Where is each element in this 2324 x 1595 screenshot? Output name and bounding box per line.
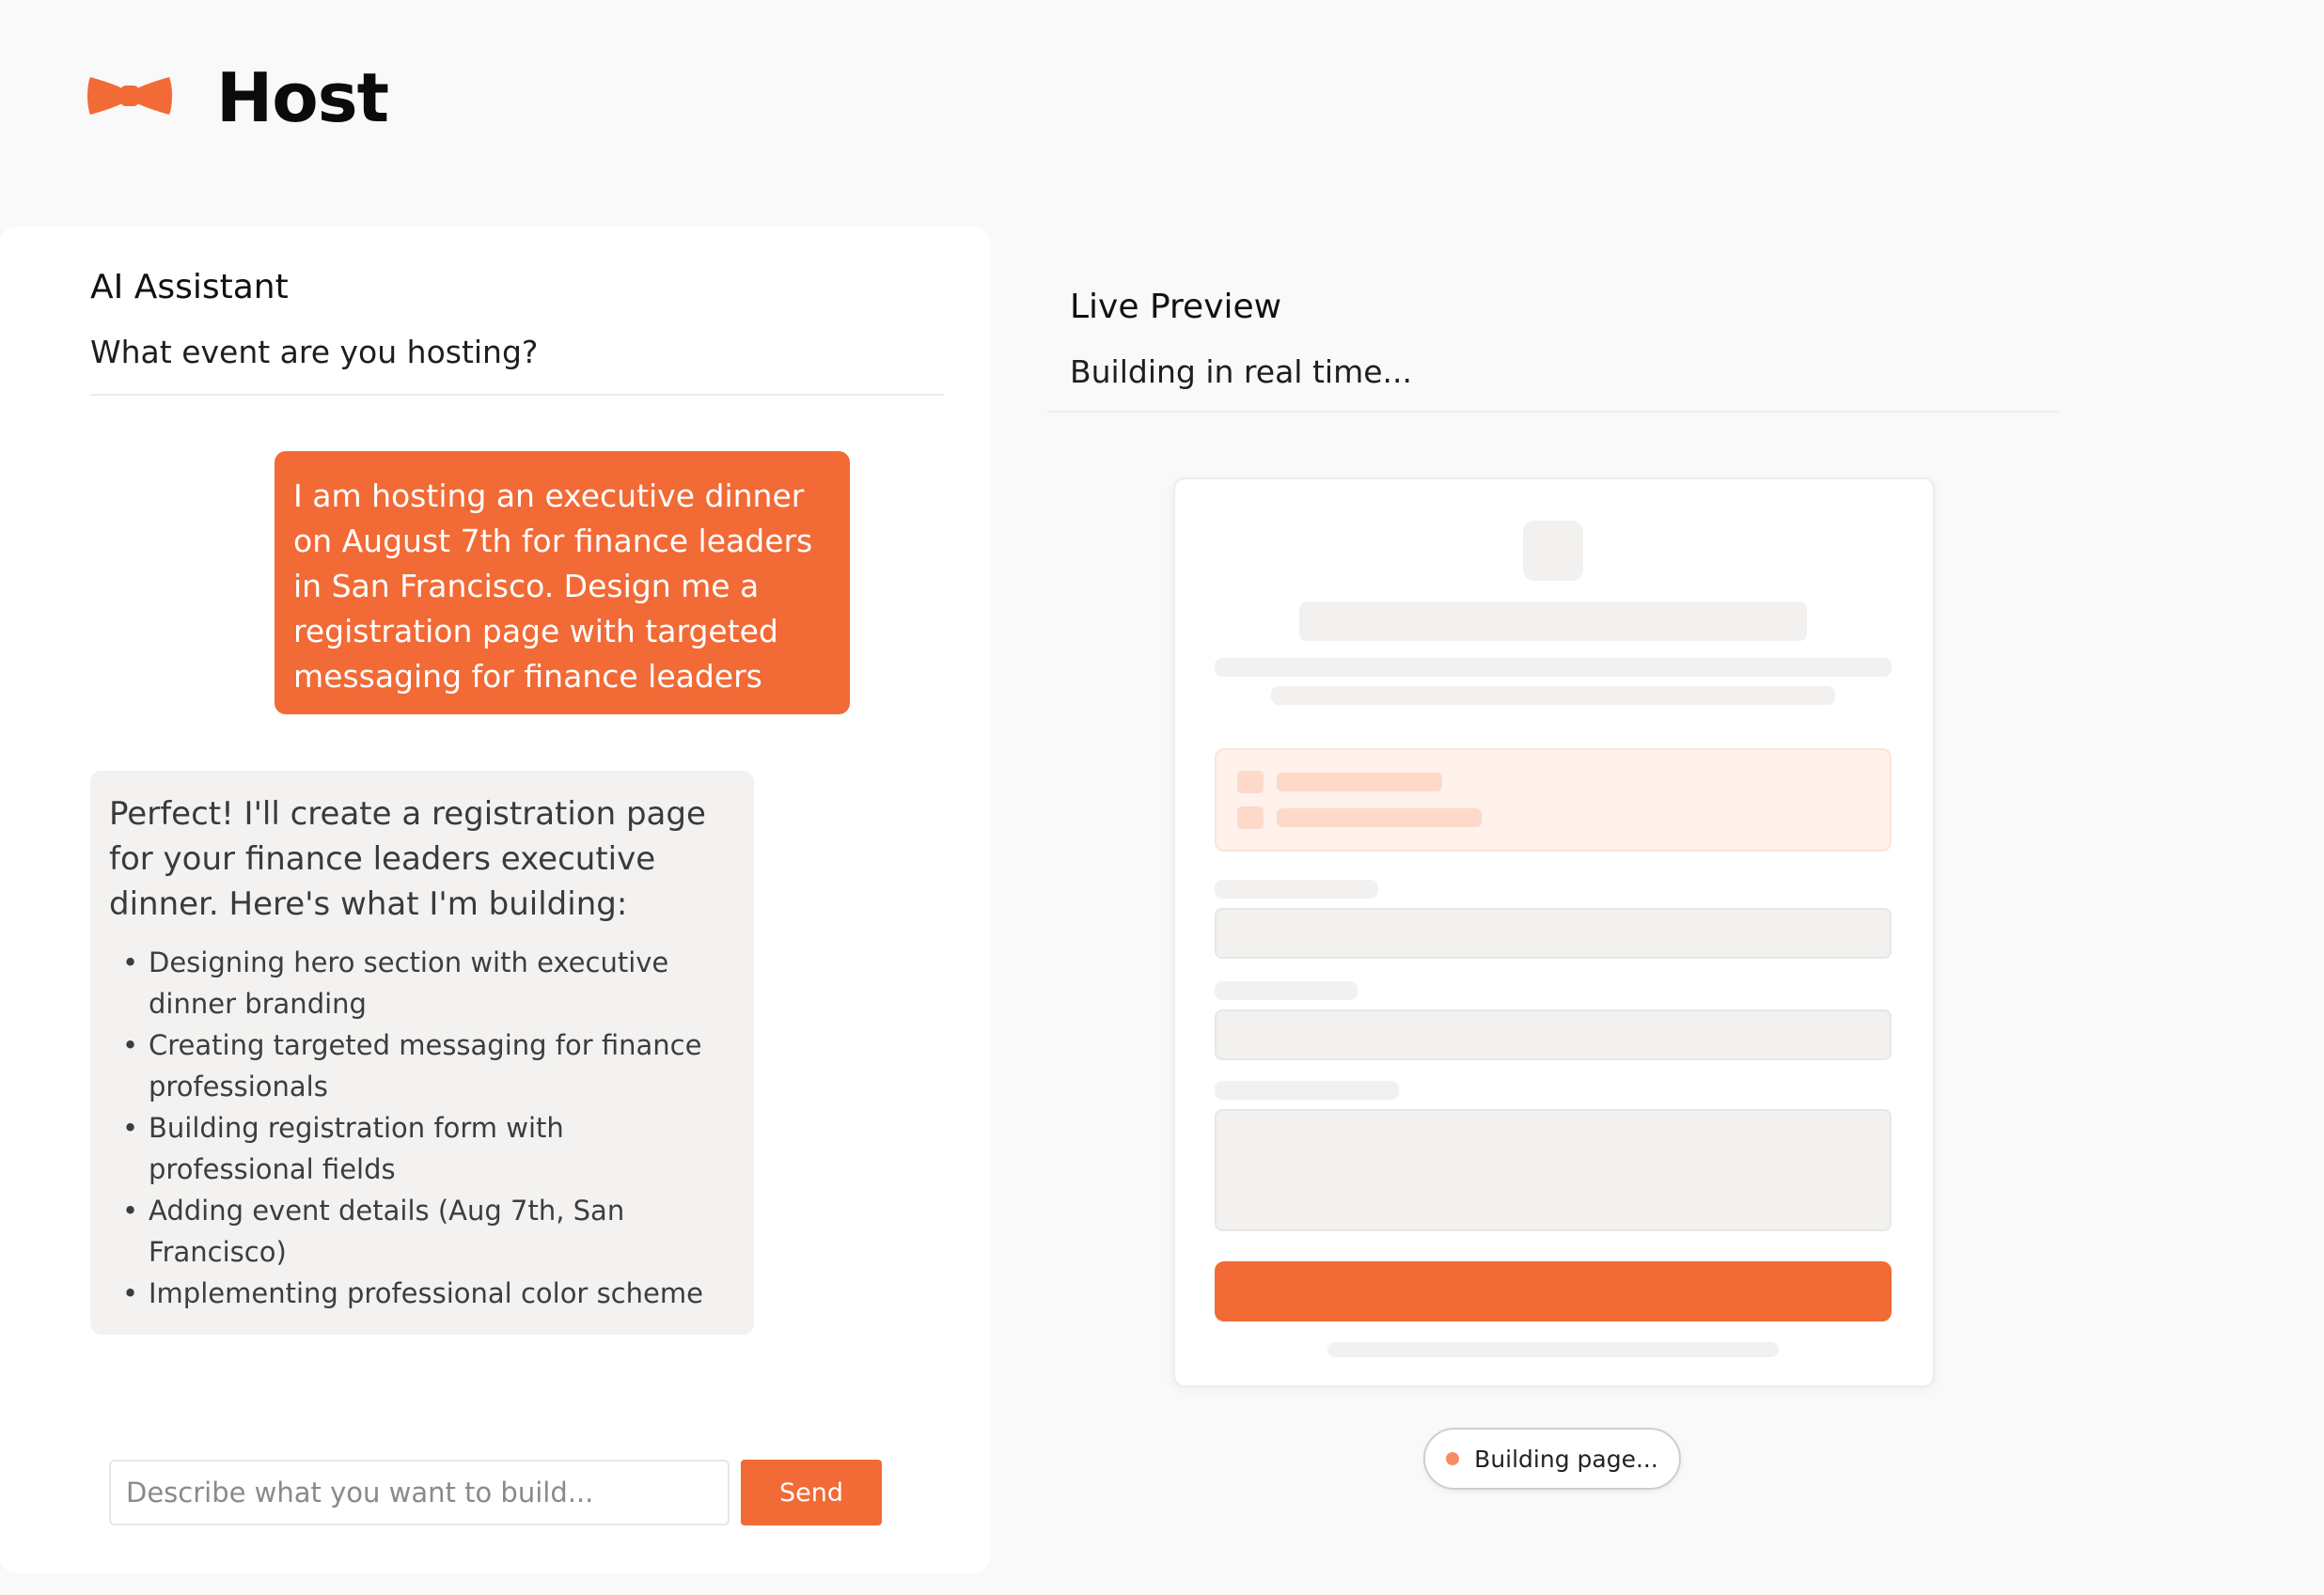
skeleton-field-label [1215,1081,1399,1100]
skeleton-submit-button [1215,1261,1892,1321]
bowtie-icon [86,71,173,124]
skeleton-footer-line [1327,1342,1779,1357]
list-item: • Creating targeted messaging for finance professionals [109,1024,735,1107]
skeleton-check [1237,806,1264,829]
list-item: • Adding event details (Aug 7th, San Francisco) [109,1190,735,1273]
skeleton-highlight-line [1277,773,1442,791]
status-dot-icon [1446,1452,1459,1465]
divider [1047,411,2059,413]
preview-card [1173,477,1935,1387]
brand-name: Host [216,58,388,137]
skeleton-text-line [1215,658,1892,677]
list-item: • Implementing professional color scheme [109,1273,735,1314]
brand [86,58,388,137]
divider [90,394,944,396]
skeleton-highlight-line [1277,808,1482,827]
skeleton-logo [1523,521,1583,581]
skeleton-field [1215,908,1892,959]
skeleton-text-line [1271,686,1835,705]
assistant-build-list [109,942,735,1314]
assistant-panel-title: AI Assistant [90,268,289,306]
skeleton-field-label [1215,880,1378,899]
skeleton-check [1237,771,1264,793]
skeleton-field [1215,1009,1892,1060]
skeleton-highlight-box [1215,748,1892,852]
user-message: I am hosting an executive dinner on August 7th for finance leaders in San Francisco. Design me a registration page with targeted messaging for finance leaders [275,451,850,714]
chat-composer [109,1460,882,1525]
list-item: • Designing hero section with executive dinner branding [109,942,735,1024]
chat-input[interactable] [109,1460,730,1525]
send-button[interactable]: Send [741,1460,882,1525]
list-item: • Building registration form with professional fields [109,1107,735,1190]
skeleton-textarea [1215,1109,1892,1231]
skeleton-title [1299,602,1807,641]
preview-title: Live Preview [1070,288,1282,326]
assistant-message [90,771,754,1335]
skeleton-field-label [1215,981,1358,1000]
preview-subtitle: Building in real time... [1070,353,1412,390]
assistant-message-intro: Perfect! I'll create a registration page for your finance leaders executive dinner. Here's what I'm building: [109,795,706,923]
assistant-panel [0,227,991,1573]
status-text: Building page... [1474,1445,1658,1473]
status-badge [1423,1428,1681,1490]
assistant-panel-subtitle: What event are you hosting? [90,334,539,370]
